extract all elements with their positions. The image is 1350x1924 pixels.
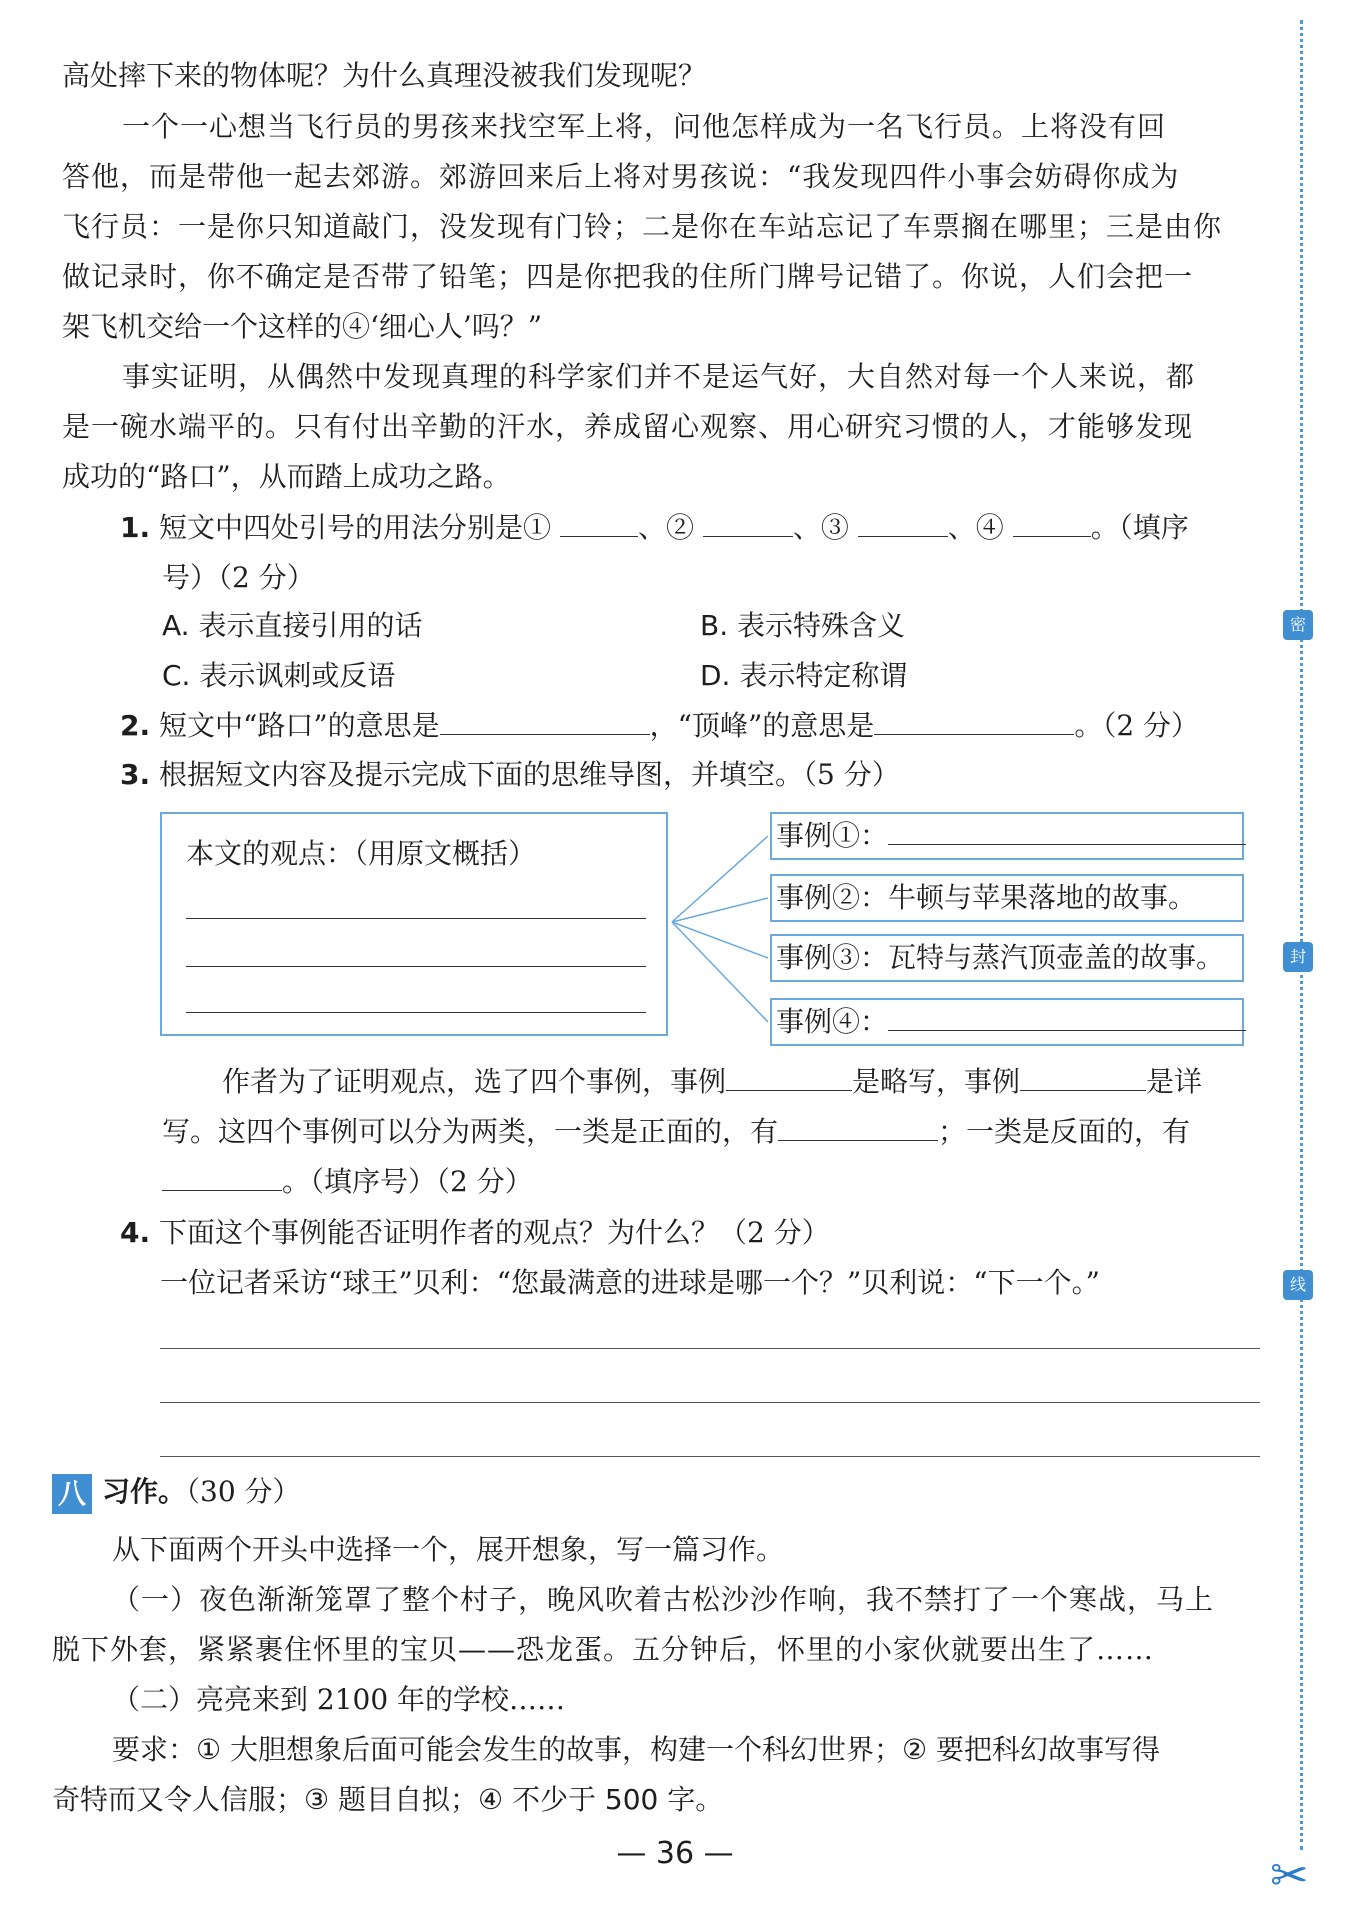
answer-line[interactable] (186, 918, 646, 919)
answer-blank[interactable] (1020, 1064, 1146, 1091)
answer-blank[interactable] (440, 708, 650, 735)
question-1-continued: 号）（2 分） (162, 561, 315, 594)
passage-line: 高处摔下来的物体呢？为什么真理没被我们发现呢？ (62, 59, 707, 92)
answer-line[interactable] (186, 1012, 646, 1013)
passage-line: 是一碗水端平的。只有付出辛勤的汗水，养成留心观察、用心研究习惯的人，才能够发现 (62, 410, 1194, 443)
question-number: 1. (120, 511, 151, 544)
section-badge: 八 (52, 1474, 92, 1514)
passage-line: 一个一心想当飞行员的男孩来找空军上将，问他怎样成为一名飞行员。上将没有回 (122, 110, 1167, 143)
answer-blank[interactable] (162, 1164, 282, 1191)
seal-tab: 密 (1283, 610, 1313, 640)
option-c: C. 表示讽刺或反语 (162, 659, 396, 692)
question-number: 4. (120, 1216, 151, 1249)
writing-option-1-cont: 脱下外套，紧紧裹住怀里的宝贝——恐龙蛋。五分钟后，怀里的小家伙就要出生了…… (52, 1633, 1155, 1666)
answer-blank[interactable] (560, 510, 638, 537)
answer-blank[interactable] (888, 1002, 1246, 1031)
seal-tab: 线 (1283, 1270, 1313, 1300)
mindmap-center-label: 本文的观点：（用原文概括） (186, 837, 537, 870)
question-3-fill: 。（填序号）（2 分） (162, 1162, 533, 1202)
passage-line: 架飞机交给一个这样的④‘细心人’吗？” (62, 310, 543, 343)
option-a: A. 表示直接引用的话 (162, 609, 423, 642)
question-2: 2. 短文中“路口”的意思是 ，“顶峰”的意思是 。（2 分） (120, 709, 1200, 742)
question-3: 3. 根据短文内容及提示完成下面的思维导图，并填空。（5 分） (120, 758, 900, 791)
seal-tab: 封 (1283, 942, 1313, 972)
answer-line[interactable] (186, 966, 646, 967)
option-b: B. 表示特殊含义 (700, 609, 906, 642)
cut-line (1300, 20, 1303, 1850)
writing-requirements: 要求：① 大胆想象后面可能会发生的故事，构建一个科幻世界；② 要把科幻故事写得 (112, 1733, 1161, 1766)
answer-line[interactable] (160, 1402, 1260, 1403)
option-d: D. 表示特定称谓 (700, 659, 908, 692)
writing-option-1: （一）夜色渐渐笼罩了整个村子，晚风吹着古松沙沙作响，我不禁打了一个寒战，马上 (112, 1583, 1215, 1616)
question-1: 1. 短文中四处引号的用法分别是① 、② 、③ 、④ 。（填序 (120, 511, 1189, 544)
page-number: — 36 — (616, 1836, 734, 1871)
question-number: 2. (120, 709, 151, 742)
answer-blank[interactable] (888, 816, 1246, 845)
writing-requirements-cont: 奇特而又令人信服；③ 题目自拟；④ 不少于 500 字。 (52, 1783, 724, 1816)
passage-line: 飞行员：一是你只知道敲门，没发现有门铃；二是你在车站忘记了车票搁在哪里；三是由你 (62, 210, 1223, 243)
section-8-intro: 从下面两个开头中选择一个，展开想象，写一篇习作。 (112, 1533, 785, 1566)
writing-option-2: （二）亮亮来到 2100 年的学校…… (112, 1683, 566, 1716)
passage-line: 成功的“路口”，从而踏上成功之路。 (62, 460, 511, 493)
mindmap-example-3: 事例③：瓦特与蒸汽顶壶盖的故事。 (770, 934, 1244, 982)
question-3-fill: 作者为了证明观点，选了四个事例，事例 是略写，事例 是详 (222, 1065, 1203, 1098)
answer-blank[interactable] (703, 510, 793, 537)
question-3-fill: 写。这四个事例可以分为两类，一类是正面的，有 ；一类是反面的，有 (162, 1115, 1191, 1148)
question-4: 4. 下面这个事例能否证明作者的观点？为什么？（2 分） (120, 1216, 830, 1249)
mindmap-example-1: 事例①： (770, 812, 1244, 860)
passage-line: 事实证明，从偶然中发现真理的科学家们并不是运气好，大自然对每一个人来说，都 (122, 360, 1196, 393)
section-title: 习作。 (102, 1475, 187, 1508)
mindmap-center-box (160, 812, 668, 1036)
answer-blank[interactable] (778, 1114, 938, 1141)
answer-blank[interactable] (874, 708, 1074, 735)
mindmap-example-2: 事例②：牛顿与苹果落地的故事。 (770, 874, 1244, 922)
section-8-header (52, 1470, 301, 1514)
answer-line[interactable] (160, 1348, 1260, 1349)
scissors-icon: ✂ (1270, 1848, 1309, 1902)
passage-line: 做记录时，你不确定是否带了铅笔；四是你把我的住所门牌号记错了。你说，人们会把一 (62, 260, 1194, 293)
answer-blank[interactable] (1013, 510, 1091, 537)
answer-blank[interactable] (726, 1064, 852, 1091)
answer-line[interactable] (160, 1456, 1260, 1457)
question-number: 3. (120, 758, 151, 791)
question-4-example: 一位记者采访“球王”贝利：“您最满意的进球是哪一个？”贝利说：“下一个。” (160, 1266, 1100, 1299)
section-score: （30 分） (186, 1475, 301, 1508)
answer-blank[interactable] (858, 510, 948, 537)
passage-line: 答他，而是带他一起去郊游。郊游回来后上将对男孩说：“我发现四件小事会妨碍你成为 (62, 160, 1180, 193)
mindmap-example-4: 事例④： (770, 998, 1244, 1046)
